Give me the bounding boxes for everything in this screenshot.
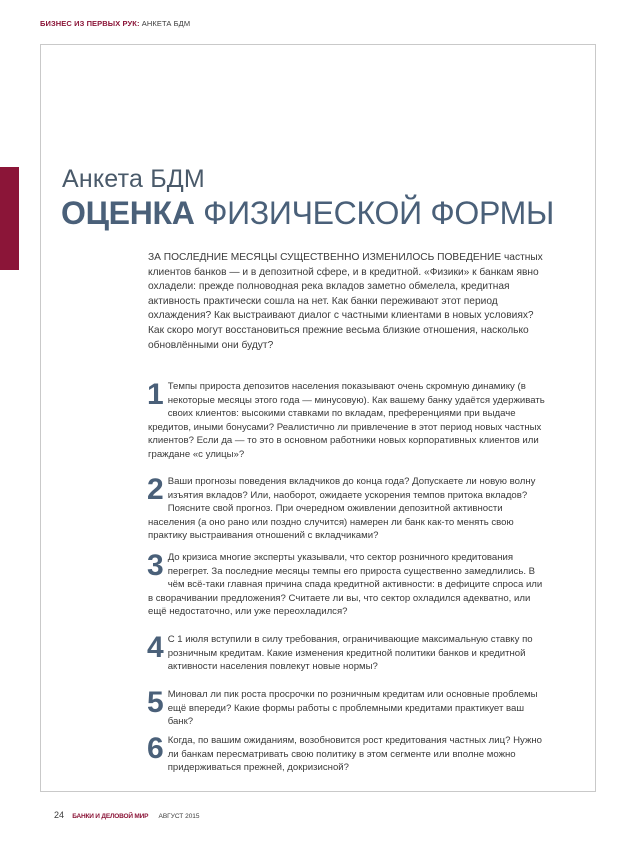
question-text: Темпы прироста депозитов населения показывают очень скромную динамику (в некоторые месяцы этого года — минусовую). Как вашему банку удаётся удерживать своих клиентов: высокими ставками по вкладам, преференциями при выдаче кредитов, иными бонусами? Реалистично ли привлечение в этот период новых частных клиентов? Если да — то это в основном работники новых корпоративных клиентов или граждане «с улицы»? xyxy=(148,381,545,460)
question-number: 4 xyxy=(147,631,164,664)
question-2 xyxy=(148,475,548,543)
section-label: БИЗНЕС ИЗ ПЕРВЫХ РУК: xyxy=(40,19,140,28)
section-header xyxy=(40,19,190,28)
issue-date: АВГУСТ 2015 xyxy=(158,813,200,820)
question-text: Ваши прогнозы поведения вкладчиков до конца года? Допускаете ли новую волну изъятия вкладов? Или, наоборот, ожидаете ускорения темпов притока вкладов? Поясните свой прогноз. При очередном оживлении депозитной активности населения (а оно рано или поздно случится) намерен ли банк как-то менять свою практику выстраивания отношений с вкладчиками? xyxy=(148,476,536,542)
question-number: 1 xyxy=(147,378,164,411)
question-text: С 1 июля вступили в силу требования, ограничивающие максимальную ставку по розничным кредитам. Какие изменения кредитной политики банков и кредитной активности населения повлекут новые нормы? xyxy=(167,634,533,673)
question-6 xyxy=(148,734,548,775)
question-3 xyxy=(148,551,548,619)
kicker: Анкета БДМ xyxy=(62,165,205,193)
question-number: 6 xyxy=(147,732,164,765)
title-bold: ОЦЕНКА xyxy=(61,195,195,231)
page-number: 24 xyxy=(54,810,65,820)
question-text: Миновал ли пик роста просрочки по розничным кредитам или основные проблемы ещё впереди? Какие формы работы с проблемными кредитами практикует ваш банк? xyxy=(167,689,538,728)
page-footer xyxy=(54,810,200,820)
question-number: 2 xyxy=(147,473,164,506)
question-4 xyxy=(148,633,548,674)
question-text: До кризиса многие эксперты указывали, что сектор розничного кредитования перегрет. За последние месяцы темпы его прироста существенно замедлились. В чём всё-таки главная причина спада кредитной активности: в дефиците спроса или в сворачивании предложения? Считаете ли вы, что сектор охладился адекватно, или ещё недостаточно, или уже переохладился? xyxy=(148,552,543,618)
intro-text: ЗА ПОСЛЕДНИЕ МЕСЯЦЫ СУЩЕСТВЕННО ИЗМЕНИЛОСЬ ПОВЕДЕНИЕ частных клиентов банков — и в депозитной сфере, и в кредитной. «Физики» к банкам явно охладели: прежде полноводная река вкладов заметно обмелела, кредитная активность практически сошла на нет. Как банки переживают этот период охлаждения? Как выстраивают диалог с частными клиентами в новых условиях? Как скоро могут восстановиться прежние весьма близкие отношения, насколько обновлёнными они будут? xyxy=(148,252,543,351)
subsection-label: АНКЕТА БДМ xyxy=(141,19,191,28)
question-1 xyxy=(148,380,548,462)
page-title xyxy=(61,195,554,231)
accent-side-bar xyxy=(0,167,19,270)
title-rest: ФИЗИЧЕСКОЙ ФОРМЫ xyxy=(203,195,555,231)
question-number: 5 xyxy=(147,686,164,719)
question-number: 3 xyxy=(147,549,164,582)
magazine-logo: БАНКИ И ДЕЛОВОЙ МИР xyxy=(72,813,149,820)
question-text: Когда, по вашим ожиданиям, возобновится рост кредитования частных лиц? Нужно ли банкам пересматривать свою политику в этом сегменте или вполне можно придерживаться прежней, докризисной? xyxy=(167,735,542,774)
question-5 xyxy=(148,688,548,729)
